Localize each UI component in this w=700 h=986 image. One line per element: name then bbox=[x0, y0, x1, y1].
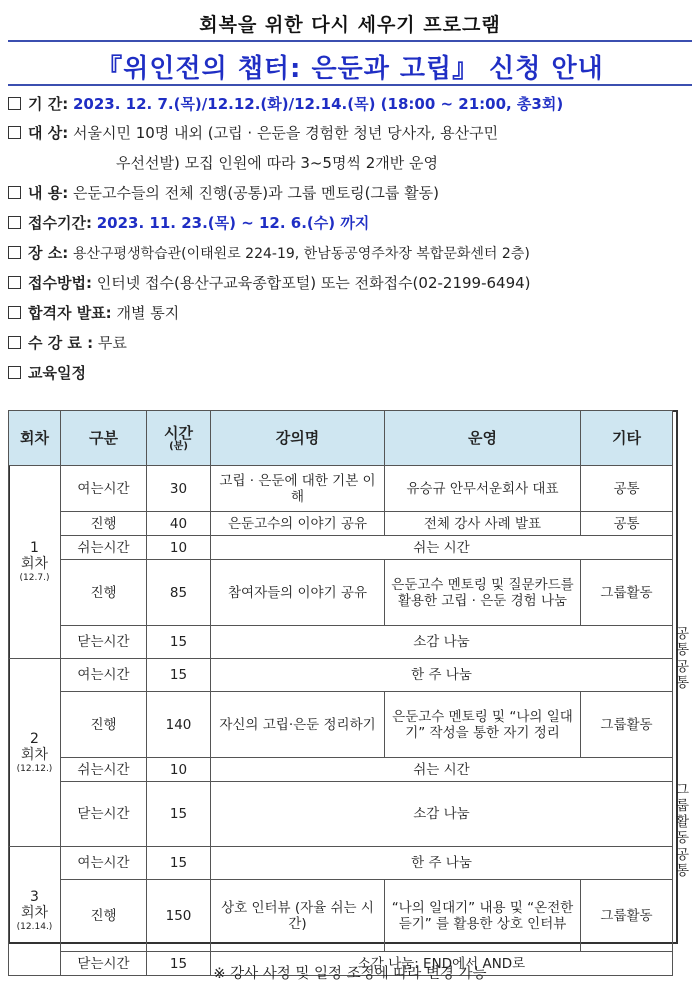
operation-cell: 은둔고수 멘토링 및 “나의 일대기” 작성을 통한 자기 정리 bbox=[385, 692, 581, 758]
type-cell: 진행 bbox=[61, 560, 147, 626]
table-row bbox=[9, 758, 673, 782]
table-header-row bbox=[9, 411, 673, 466]
col-header-type: 구분 bbox=[61, 411, 147, 466]
session-cell bbox=[9, 847, 61, 976]
session-date: (12.7.) bbox=[19, 573, 50, 583]
checkbox-icon bbox=[8, 246, 21, 259]
table-row: 닫는시간 15 소감 나눔 공통 bbox=[9, 626, 673, 659]
page-title: 『위인전의 챕터: 은둔과 고립』 신청 안내 bbox=[96, 54, 604, 84]
time-cell: 150 bbox=[147, 880, 211, 952]
method-label: 접수방법: bbox=[28, 274, 92, 292]
program-subtitle: 회복을 위한 다시 세우기 프로그램 bbox=[199, 14, 501, 36]
time-header-label: 시간 bbox=[164, 423, 193, 442]
time-cell: 15 bbox=[147, 659, 211, 692]
time-cell: 10 bbox=[147, 536, 211, 560]
merged-cell: 한 주 나눔 bbox=[211, 659, 673, 692]
lecture-cell: 상호 인터뷰 (자율 쉬는 시간) bbox=[211, 880, 385, 952]
merged-cell: 한 주 나눔 bbox=[211, 847, 673, 880]
merged-cell: 쉬는 시간 bbox=[211, 536, 673, 560]
target-label: 대 상: bbox=[28, 124, 69, 142]
session-number: 3 bbox=[30, 889, 39, 905]
time-cell: 30 bbox=[147, 466, 211, 512]
operation-cell: 전체 강사 사례 발표 bbox=[385, 512, 581, 536]
checkbox-icon bbox=[8, 186, 21, 199]
info-place bbox=[8, 243, 530, 264]
footnote: ※ 강사 사정 및 일정 조정에 따라 변경 가능 bbox=[213, 966, 487, 982]
target-value-line1: 서울시민 10명 내외 (고립 · 은둔을 경험한 청년 당사자, 용산구민 bbox=[72, 124, 499, 142]
announce-value: 개별 통지 bbox=[116, 304, 180, 322]
session-word: 회차 bbox=[20, 556, 49, 572]
operation-cell: “나의 일대기” 내용 및 “온전한 듣기” 를 활용한 상호 인터뷰 bbox=[385, 880, 581, 952]
method-value: 인터넷 접수(용산구교육종합포털) 또는 전화접수(02-2199-6494) bbox=[96, 274, 531, 292]
info-announce bbox=[8, 303, 179, 323]
period-value: 2023. 12. 7.(목)/12.12.(화)/12.14.(목) (18:00 ~ 21:00, 총3회) bbox=[72, 95, 564, 113]
session-cell bbox=[9, 466, 61, 659]
place-label: 장 소: bbox=[28, 244, 69, 262]
etc-cell: 그룹활동 bbox=[581, 880, 673, 952]
lecture-cell: 자신의 고립·은둔 정리하기 bbox=[211, 692, 385, 758]
col-header-session: 회차 bbox=[9, 411, 61, 466]
session-date: (12.14.) bbox=[16, 922, 53, 932]
schedule-table bbox=[8, 410, 690, 976]
checkbox-icon bbox=[8, 306, 21, 319]
info-fee bbox=[8, 333, 127, 353]
info-content bbox=[8, 183, 439, 203]
etc-cell: 그룹활동 bbox=[581, 560, 673, 626]
merged-cell: 쉬는 시간 bbox=[211, 758, 673, 782]
type-cell: 여는시간 bbox=[61, 659, 147, 692]
operation-cell: 은둔고수 멘토링 및 질문카드를 활용한 고립 · 은둔 경험 나눔 bbox=[385, 560, 581, 626]
lecture-cell: 은둔고수의 이야기 공유 bbox=[211, 512, 385, 536]
operation-cell: 유승규 안무서운회사 대표 bbox=[385, 466, 581, 512]
time-cell: 15 bbox=[147, 952, 211, 976]
time-header-unit: (분) bbox=[169, 440, 188, 452]
col-header-operation: 운영 bbox=[385, 411, 581, 466]
info-apply-period bbox=[8, 213, 369, 233]
table-row bbox=[9, 536, 673, 560]
lecture-cell: 고립 · 은둔에 대한 기본 이해 bbox=[211, 466, 385, 512]
schedule-label: 교육일정 bbox=[28, 364, 86, 382]
session-cell bbox=[9, 659, 61, 847]
session-number: 2 bbox=[30, 730, 39, 747]
place-value: 용산구평생학습관(이태원로 224-19, 한남동공영주차장 복합문화센터 2층) bbox=[72, 246, 530, 262]
type-cell: 쉬는시간 bbox=[61, 536, 147, 560]
table-row: 3 회차 (12.14.) 여는시간 15 한 주 나눔 공통 bbox=[9, 847, 673, 880]
info-target bbox=[8, 123, 498, 143]
type-cell: 닫는시간 bbox=[61, 626, 147, 659]
lecture-cell: 참여자들의 이야기 공유 bbox=[211, 560, 385, 626]
time-cell: 15 bbox=[147, 626, 211, 659]
content-label: 내 용: bbox=[28, 184, 69, 202]
time-cell: 40 bbox=[147, 512, 211, 536]
content-value: 은둔고수들의 전체 진행(공통)과 그룹 멘토링(그룹 활동) bbox=[72, 184, 440, 202]
checkbox-icon bbox=[8, 126, 21, 139]
time-cell: 15 bbox=[147, 847, 211, 880]
fee-label: 수 강 료 : bbox=[28, 334, 94, 352]
type-cell: 여는시간 bbox=[61, 847, 147, 880]
info-schedule bbox=[8, 363, 86, 383]
announce-label: 합격자 발표: bbox=[28, 304, 112, 322]
period-label: 기 간: bbox=[28, 95, 69, 113]
checkbox-icon bbox=[8, 336, 21, 349]
etc-cell: 그룹활동 bbox=[581, 692, 673, 758]
etc-cell: 공통 bbox=[581, 466, 673, 512]
type-cell: 진행 bbox=[61, 512, 147, 536]
time-cell: 15 bbox=[147, 782, 211, 847]
type-cell: 닫는시간 bbox=[61, 952, 147, 976]
type-cell: 닫는시간 bbox=[61, 782, 147, 847]
time-cell: 85 bbox=[147, 560, 211, 626]
table-row bbox=[9, 692, 673, 758]
apply-period-value: 2023. 11. 23.(목) ~ 12. 6.(수) 까지 bbox=[96, 214, 370, 232]
col-header-lecture: 강의명 bbox=[211, 411, 385, 466]
table-row bbox=[9, 880, 673, 952]
table-row bbox=[9, 466, 673, 512]
session-date: (12.12.) bbox=[16, 763, 53, 774]
session-number: 1 bbox=[30, 540, 39, 556]
checkbox-icon bbox=[8, 276, 21, 289]
etc-cell: 공통 bbox=[581, 512, 673, 536]
col-header-etc: 기타 bbox=[581, 411, 673, 466]
merged-cell: 소감 나눔 bbox=[211, 626, 673, 659]
info-target-line2: 우선선발) 모집 인원에 따라 3~5명씩 2개반 운영 bbox=[116, 154, 438, 172]
type-cell: 여는시간 bbox=[61, 466, 147, 512]
merged-cell: 소감 나눔 bbox=[211, 782, 673, 847]
time-cell: 10 bbox=[147, 758, 211, 782]
session-word: 회차 bbox=[20, 905, 49, 921]
checkbox-icon bbox=[8, 366, 21, 379]
merged-cell: 소감 나눔: END에서 AND로 bbox=[211, 952, 673, 976]
col-header-time bbox=[147, 411, 211, 466]
table-row bbox=[9, 512, 673, 536]
info-period bbox=[8, 94, 563, 114]
session-word: 회차 bbox=[20, 746, 49, 763]
checkbox-icon bbox=[8, 97, 21, 110]
type-cell: 진행 bbox=[61, 880, 147, 952]
fee-value: 무료 bbox=[97, 334, 127, 352]
checkbox-icon bbox=[8, 216, 21, 229]
table-row: 2 회차 (12.12.) 여는시간 15 한 주 나눔 공통 bbox=[9, 659, 673, 692]
type-cell: 쉬는시간 bbox=[61, 758, 147, 782]
table-row bbox=[9, 560, 673, 626]
apply-period-label: 접수기간: bbox=[28, 214, 92, 232]
info-method bbox=[8, 273, 531, 293]
time-cell: 140 bbox=[147, 692, 211, 758]
table-row: 닫는시간 15 소감 나눔 그룹활동 bbox=[9, 782, 673, 847]
type-cell: 진행 bbox=[61, 692, 147, 758]
